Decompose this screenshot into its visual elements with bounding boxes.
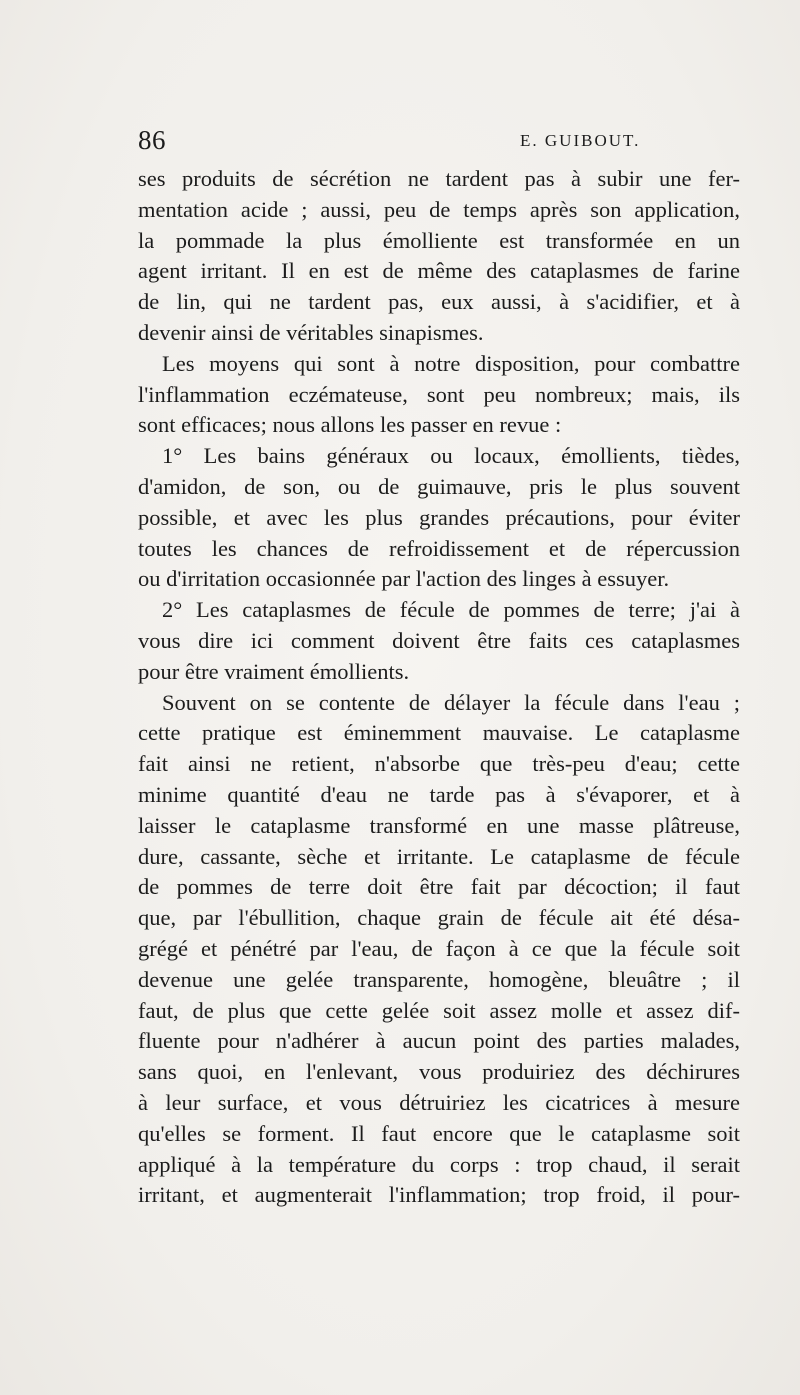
text-line: devenir ainsi de véritables sinapismes. — [138, 319, 484, 345]
text-line: Les moyens qui sont à notre disposition, pour combattre — [162, 350, 740, 376]
text-line: fait ainsi ne retient, n'absorbe que très-peu d'eau; cette — [138, 751, 740, 777]
text-line: agent irritant. Il en est de même des cataplasmes de farine — [138, 258, 740, 284]
text-line: minime quantité d'eau ne tarde pas à s'évaporer, et à — [138, 781, 740, 807]
page-header — [138, 122, 740, 162]
text-line: vous dire ici comment doivent être faits ces cataplasmes — [138, 627, 740, 653]
text-line: 2° Les cataplasmes de fécule de pommes de terre; j'ai à — [162, 597, 740, 623]
text-line: sont efficaces; nous allons les passer en revue : — [138, 412, 562, 438]
text-line: d'amidon, de son, ou de guimauve, pris le plus souvent — [138, 473, 740, 499]
text-line: que, par l'ébullition, chaque grain de fécule ait été désa- — [138, 905, 740, 931]
text-line: devenue une gelée transparente, homogène, bleuâtre ; il — [138, 966, 740, 992]
text-line: possible, et avec les plus grandes précautions, pour éviter — [138, 504, 740, 530]
text-line: fluente pour n'adhérer à aucun point des parties malades, — [138, 1028, 740, 1054]
text-line: grégé et pénétré par l'eau, de façon à ce que la fécule soit — [138, 935, 740, 961]
text-line: pour être vraiment émollients. — [138, 658, 410, 684]
text-line: dure, cassante, sèche et irritante. Le cataplasme de fécule — [138, 843, 740, 869]
text-line: appliqué à la température du corps : trop chaud, il serait — [138, 1151, 740, 1177]
text-line: qu'elles se forment. Il faut encore que le cataplasme soit — [138, 1120, 740, 1146]
text-line: la pommade la plus émolliente est transformée en un — [138, 227, 740, 253]
text-line: ou d'irritation occasionnée par l'action des linges à essuyer. — [138, 566, 670, 592]
body-text — [138, 164, 740, 1211]
page-number: 86 — [138, 125, 166, 155]
text-line: laisser le cataplasme transformé en une masse plâtreuse, — [138, 812, 740, 838]
text-line: de lin, qui ne tardent pas, eux aussi, à s'acidifier, et à — [138, 289, 740, 315]
text-line: cette pratique est éminemment mauvaise. Le cataplasme — [138, 720, 740, 746]
running-title: E. GUIBOUT. — [520, 131, 641, 150]
text-line: à leur surface, et vous détruiriez les cicatrices à mesure — [138, 1089, 740, 1115]
text-line: toutes les chances de refroidissement et de répercussion — [138, 535, 740, 561]
text-line: faut, de plus que cette gelée soit assez molle et assez dif- — [138, 997, 740, 1023]
text-line: sans quoi, en l'enlevant, vous produiriez des déchirures — [138, 1059, 740, 1085]
text-line: 1° Les bains généraux ou locaux, émollients, tièdes, — [162, 443, 740, 469]
text-line: Souvent on se contente de délayer la fécule dans l'eau ; — [162, 689, 740, 715]
text-line: mentation acide ; aussi, peu de temps après son application, — [138, 196, 740, 222]
text-line: ses produits de sécrétion ne tardent pas à subir une fer- — [138, 166, 740, 191]
text-line: de pommes de terre doit être fait par décoction; il faut — [138, 874, 740, 900]
text-line: irritant, et augmenterait l'inflammation; trop froid, il pour- — [138, 1182, 740, 1208]
text-line: l'inflammation eczémateuse, sont peu nombreux; mais, ils — [138, 381, 740, 407]
